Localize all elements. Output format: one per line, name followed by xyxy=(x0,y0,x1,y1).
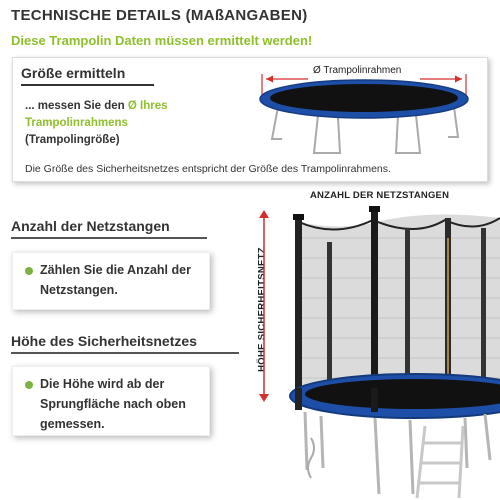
net-height-bubble xyxy=(12,366,210,436)
net-height-label: HÖHE SICHERHEITSNETZ xyxy=(256,247,268,372)
size-line2-highlight: Trampolinrahmens xyxy=(25,117,128,129)
poles-text: Zählen Sie die Anzahl der Netzstangen. xyxy=(40,263,191,297)
trampoline-net-illustration xyxy=(285,198,500,500)
size-card-underline xyxy=(21,84,154,86)
size-card-heading: Größe ermitteln xyxy=(21,65,126,81)
page-subtitle: Diese Trampolin Daten müssen ermittelt werden! xyxy=(11,33,313,48)
bullet-icon xyxy=(25,381,33,389)
poles-underline xyxy=(11,237,207,239)
size-card-text xyxy=(25,98,235,149)
size-card-footer: Die Größe des Sicherheitsnetzes entspricht der Größe des Trampolinrahmens. xyxy=(25,163,391,175)
net-height-heading: Höhe des Sicherheitsnetzes xyxy=(11,333,197,349)
net-height-underline xyxy=(11,352,239,354)
net-height-text: Die Höhe wird ab der Sprungfläche nach oben gemessen. xyxy=(40,377,186,431)
size-line1-highlight: Ø Ihres xyxy=(127,100,168,112)
net-height-arrow xyxy=(258,210,270,402)
poles-count-label: ANZAHL DER NETZSTANGEN xyxy=(310,190,450,201)
poles-bubble xyxy=(12,252,210,310)
size-line1: ... messen Sie den xyxy=(25,100,125,112)
page-title: TECHNISCHE DETAILS (MAßANGABEN) xyxy=(11,7,308,24)
poles-heading: Anzahl der Netzstangen xyxy=(11,218,170,234)
dimension-label: Ø Trampolinrahmen xyxy=(313,65,402,76)
size-line3: (Trampolingröße) xyxy=(25,134,120,146)
bullet-icon xyxy=(25,267,33,275)
trampoline-frame-illustration xyxy=(248,65,480,165)
